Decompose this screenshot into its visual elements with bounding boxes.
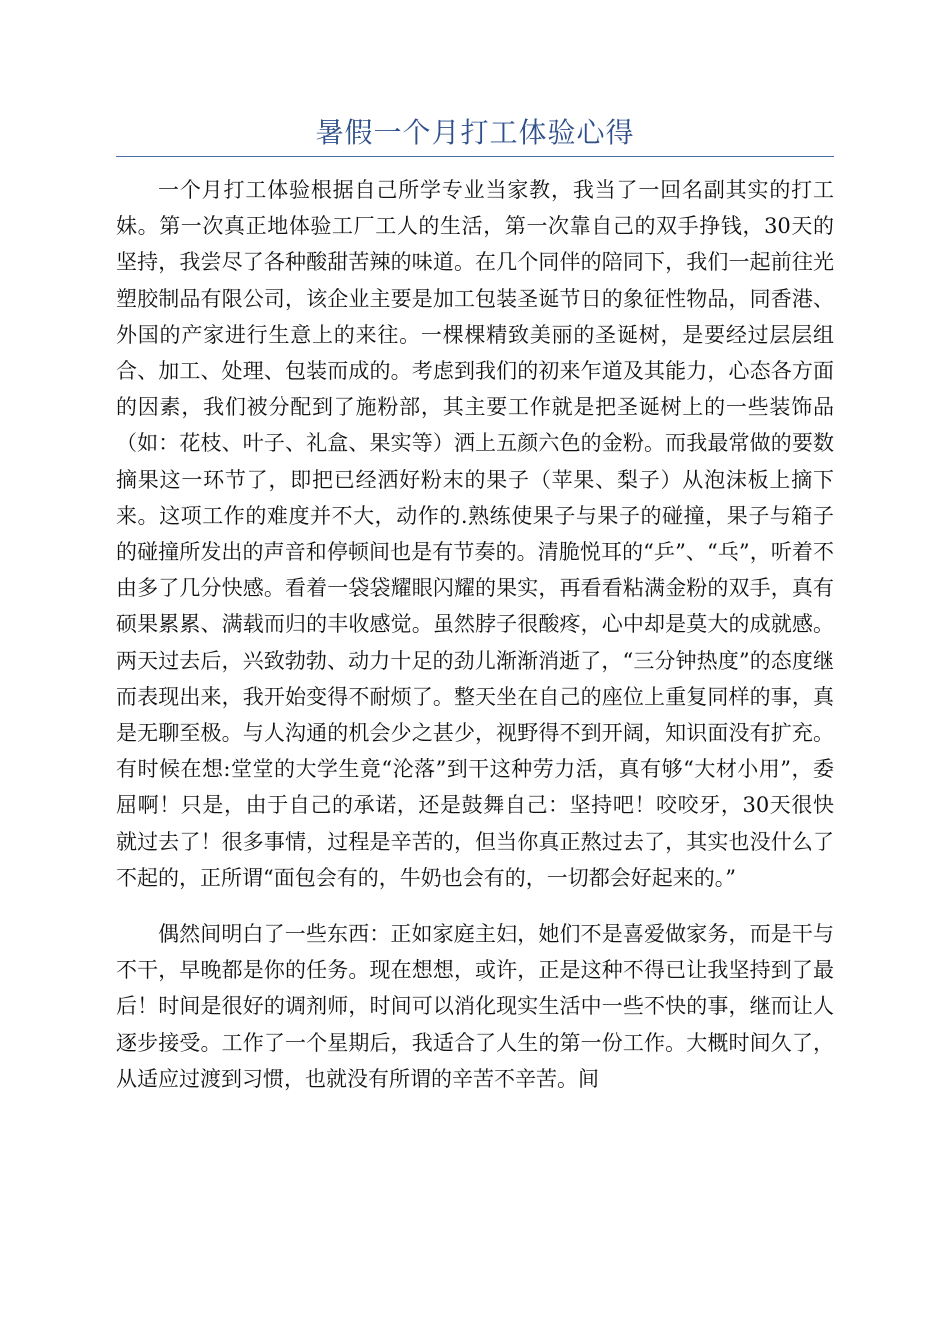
paragraph-2: 偶然间明白了一些东西：正如家庭主妇，她们不是喜爱做家务，而是干与不干，早晚都是你的任务。现在想想，或许，正是这种不得已让我坚持到了最后！时间是很好的调剂师，时间可以消化现实生活中一些不快的事，继而让人逐步接受。工作了一个星期后，我适合了人生的第一份工作。大概时间久了，从适应过渡到习惯，也就没有所谓的辛苦不辛苦。间 (116, 922, 834, 1091)
paragraph-1: 一个月打工体验根据自己所学专业当家教，我当了一回名副其实的打工妹。第一次真正地体验工厂工人的生活，第一次靠自己的双手挣钱，30天的坚持，我尝尽了各种酸甜苦辣的味道。在几个同伴的陪同下，我们一起前往光塑胶制品有限公司，该企业主要是加工包装圣诞节日的象征性物品，同香港、外国的产家进行生意上的来往。一棵棵精致美丽的圣诞树，是要经过层层组合、加工、处理、包装而成的。考虑到我们的初来乍道及其能力，心态各方面的因素，我们被分配到了施粉部，其主要工作就是把圣诞树上的一些装饰品（如：花枝、叶子、礼盒、果实等）洒上五颜六色的金粉。而我最常做的要数摘果这一环节了，即把已经洒好粉末的果子（苹果、梨子）从泡沫板上摘下来。这项工作的难度并不大，动作的.熟练使果子与果子的碰撞，果子与箱子的碰撞所发出的声音和停顿间也是有节奏的。清脆悦耳的“乒”、“乓”，听着不由多了几分快感。看着一袋袋耀眼闪耀的果实，再看看粘满金粉的双手，真有硕果累累、满载而归的丰收感觉。虽然脖子很酸疼，心中却是莫大的成就感。两天过去后，兴致勃勃、动力十足的劲儿渐渐消逝了，“三分钟热度”的态度继而表现出来，我开始变得不耐烦了。整天坐在自己的座位上重复同样的事，真是无聊至极。与人沟通的机会少之甚少，视野得不到开阔，知识面没有扩充。有时候在想:堂堂的大学生竟“沦落”到干这种劳力活，真有够“大材小用”，委屈啊！只是，由于自己的承诺，还是鼓舞自己：坚持吧！咬咬牙，30天很快就过去了！很多事情，过程是辛苦的，但当你真正熬过去了，其实也没什么了不起的，正所谓“面包会有的，牛奶也会有的，一切都会好起来的。” (116, 178, 834, 890)
title-block (116, 112, 834, 157)
page-title: 暑假一个月打工体验心得 (315, 116, 635, 149)
document-body (116, 172, 834, 1097)
